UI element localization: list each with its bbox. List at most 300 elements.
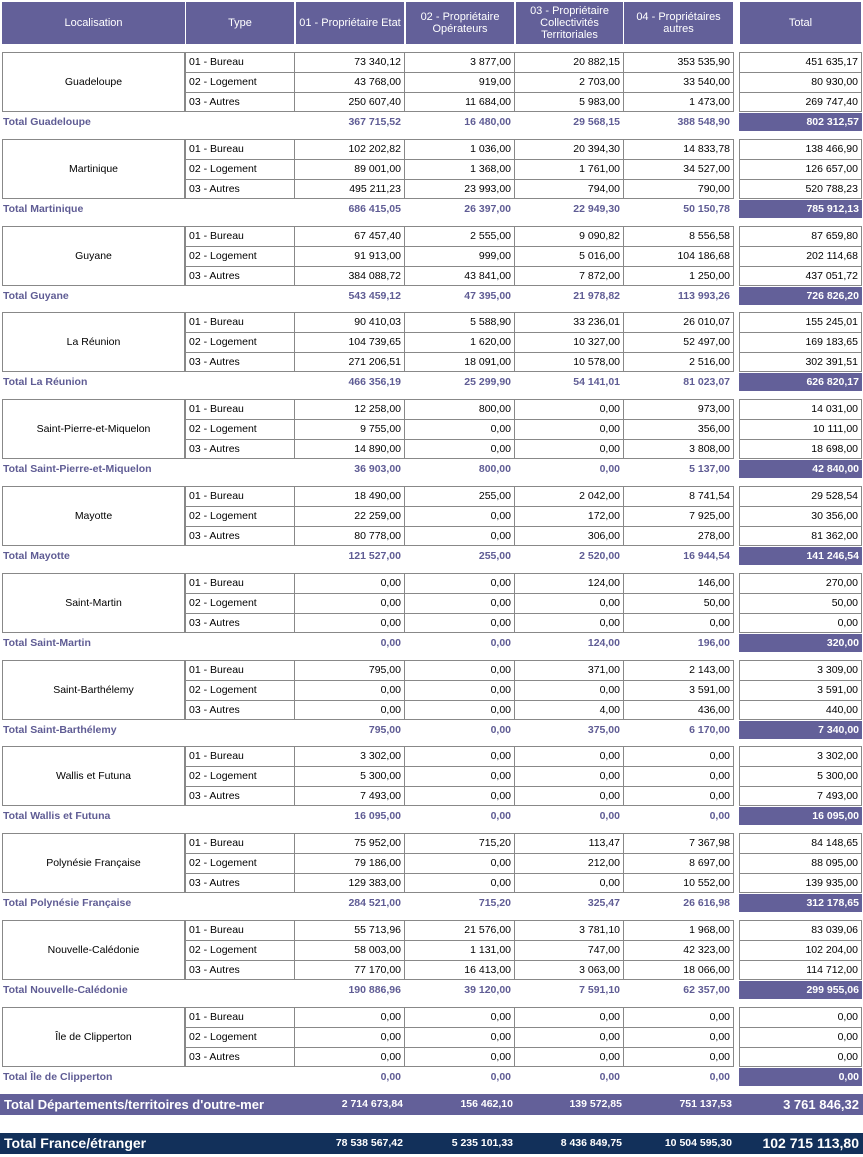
table-row [0, 52, 863, 72]
cell-value: 3 808,00 [624, 439, 734, 459]
region-total-value: 54 141,01 [573, 376, 620, 389]
cell-value: 0,00 [624, 1047, 734, 1067]
region-total-value: 47 395,00 [464, 289, 511, 302]
row-type: 03 - Autres [185, 700, 295, 720]
header-localisation: Localisation [2, 2, 185, 44]
row-total: 80 930,00 [739, 72, 862, 92]
cell-value: 795,00 [295, 660, 405, 680]
cell-value: 21 576,00 [405, 920, 515, 940]
region-total-value: 0,00 [490, 810, 511, 823]
region-total-row [0, 1068, 863, 1086]
cell-value: 9 755,00 [295, 419, 405, 439]
cell-value: 129 383,00 [295, 873, 405, 893]
total-france-label: Total France/étranger [4, 1135, 147, 1151]
cell-value: 43 768,00 [295, 72, 405, 92]
row-total: 0,00 [739, 1007, 862, 1027]
cell-value: 11 684,00 [405, 92, 515, 112]
table-row [0, 159, 863, 179]
table-row [0, 92, 863, 112]
cell-value: 436,00 [624, 700, 734, 720]
row-type: 03 - Autres [185, 960, 295, 980]
cell-value: 26 010,07 [624, 312, 734, 332]
region-total-value: 325,47 [587, 897, 620, 910]
total-france-value: 8 436 849,75 [560, 1137, 622, 1149]
cell-value: 8 697,00 [624, 853, 734, 873]
region-name: La Réunion [2, 312, 185, 372]
row-type: 02 - Logement [185, 332, 295, 352]
row-type: 03 - Autres [185, 179, 295, 199]
row-type: 01 - Bureau [185, 746, 295, 766]
row-total: 114 712,00 [739, 960, 862, 980]
row-total: 126 657,00 [739, 159, 862, 179]
cell-value: 2 143,00 [624, 660, 734, 680]
row-total: 18 698,00 [739, 439, 862, 459]
region-name: Saint-Barthélemy [2, 660, 185, 720]
table-row [0, 660, 863, 680]
region-block [0, 746, 863, 826]
region-grand-total: 42 840,00 [739, 460, 862, 478]
cell-value: 353 535,90 [624, 52, 734, 72]
cell-value: 0,00 [295, 680, 405, 700]
cell-value: 104 186,68 [624, 246, 734, 266]
cell-value: 0,00 [515, 613, 624, 633]
table-row [0, 139, 863, 159]
row-type: 01 - Bureau [185, 920, 295, 940]
cell-value: 50,00 [624, 593, 734, 613]
row-total: 10 111,00 [739, 419, 862, 439]
cell-value: 8 556,58 [624, 226, 734, 246]
region-block [0, 486, 863, 566]
cell-value: 0,00 [515, 399, 624, 419]
cell-value: 371,00 [515, 660, 624, 680]
cell-value: 0,00 [295, 573, 405, 593]
cell-value: 18 066,00 [624, 960, 734, 980]
row-total: 84 148,65 [739, 833, 862, 853]
table-row [0, 920, 863, 940]
cell-value: 1 368,00 [405, 159, 515, 179]
table-row [0, 486, 863, 506]
cell-value: 278,00 [624, 526, 734, 546]
region-total-label: Total Saint-Martin [3, 636, 91, 649]
row-type: 03 - Autres [185, 266, 295, 286]
region-total-value: 7 591,10 [579, 984, 620, 996]
region-total-value: 0,00 [380, 636, 401, 649]
region-total-value: 0,00 [599, 463, 620, 476]
cell-value: 18 490,00 [295, 486, 405, 506]
cell-value: 18 091,00 [405, 352, 515, 372]
row-total: 269 747,40 [739, 92, 862, 112]
cell-value: 5 300,00 [295, 766, 405, 786]
cell-value: 0,00 [515, 746, 624, 766]
region-name: Saint-Martin [2, 573, 185, 633]
row-total: 0,00 [739, 613, 862, 633]
region-total-value: 113 993,26 [678, 289, 730, 302]
row-type: 01 - Bureau [185, 833, 295, 853]
region-total-value: 29 568,15 [573, 116, 620, 128]
region-total-row [0, 547, 863, 565]
region-total-value: 2 520,00 [579, 550, 620, 562]
row-total: 7 493,00 [739, 786, 862, 806]
region-total-value: 62 357,00 [683, 984, 730, 996]
table-row [0, 72, 863, 92]
region-total-value: 0,00 [490, 636, 511, 649]
row-type: 02 - Logement [185, 593, 295, 613]
cell-value: 715,20 [405, 833, 515, 853]
region-name: Polynésie Française [2, 833, 185, 893]
row-total: 0,00 [739, 1047, 862, 1067]
region-total-value: 121 527,00 [348, 550, 401, 562]
cell-value: 0,00 [405, 786, 515, 806]
table-row [0, 746, 863, 766]
region-total-value: 466 356,19 [348, 376, 401, 389]
table-row [0, 766, 863, 786]
table-row [0, 833, 863, 853]
cell-value: 124,00 [515, 573, 624, 593]
total-france-value: 78 538 567,42 [335, 1137, 403, 1149]
cell-value: 77 170,00 [295, 960, 405, 980]
region-total-row [0, 287, 863, 305]
cell-value: 0,00 [295, 593, 405, 613]
region-name: Guyane [2, 226, 185, 286]
cell-value: 79 186,00 [295, 853, 405, 873]
cell-value: 33 236,01 [515, 312, 624, 332]
row-type: 01 - Bureau [185, 312, 295, 332]
cell-value: 1 620,00 [405, 332, 515, 352]
row-total: 155 245,01 [739, 312, 862, 332]
row-total: 3 309,00 [739, 660, 862, 680]
row-type: 01 - Bureau [185, 660, 295, 680]
row-total: 169 183,65 [739, 332, 862, 352]
region-grand-total: 726 826,20 [739, 287, 862, 305]
region-grand-total: 299 955,06 [739, 981, 862, 999]
cell-value: 999,00 [405, 246, 515, 266]
cell-value: 12 258,00 [295, 399, 405, 419]
cell-value: 250 607,40 [295, 92, 405, 112]
cell-value: 306,00 [515, 526, 624, 546]
region-total-row [0, 894, 863, 912]
cell-value: 113,47 [515, 833, 624, 853]
row-type: 02 - Logement [185, 246, 295, 266]
cell-value: 0,00 [405, 766, 515, 786]
region-total-value: 6 170,00 [689, 723, 730, 736]
region-total-value: 388 548,90 [677, 116, 730, 128]
region-total-value: 800,00 [478, 463, 511, 476]
row-total: 440,00 [739, 700, 862, 720]
cell-value: 0,00 [405, 1047, 515, 1067]
row-type: 02 - Logement [185, 1027, 295, 1047]
cell-value: 0,00 [515, 1007, 624, 1027]
region-name: Martinique [2, 139, 185, 199]
cell-value: 794,00 [515, 179, 624, 199]
row-type: 02 - Logement [185, 766, 295, 786]
row-type: 02 - Logement [185, 419, 295, 439]
region-block [0, 920, 863, 1000]
row-total: 302 391,51 [739, 352, 862, 372]
row-type: 01 - Bureau [185, 1007, 295, 1027]
header-proprietaire-collectivites: 03 - Propriétaire Collectivités Territoriales [516, 2, 623, 44]
row-total: 3 591,00 [739, 680, 862, 700]
cell-value: 2 516,00 [624, 352, 734, 372]
region-grand-total: 785 912,13 [739, 200, 862, 218]
cell-value: 973,00 [624, 399, 734, 419]
region-total-value: 367 715,52 [348, 116, 401, 128]
row-type: 03 - Autres [185, 92, 295, 112]
cell-value: 80 778,00 [295, 526, 405, 546]
region-total-value: 0,00 [709, 1070, 730, 1083]
region-total-value: 39 120,00 [464, 984, 511, 996]
cell-value: 0,00 [405, 1027, 515, 1047]
row-type: 01 - Bureau [185, 52, 295, 72]
cell-value: 384 088,72 [295, 266, 405, 286]
row-total: 520 788,23 [739, 179, 862, 199]
cell-value: 0,00 [405, 873, 515, 893]
row-total: 3 302,00 [739, 746, 862, 766]
cell-value: 0,00 [405, 506, 515, 526]
region-total-label: Total Guadeloupe [3, 116, 91, 128]
header-proprietaire-operateurs: 02 - Propriétaire Opérateurs [406, 2, 514, 44]
region-total-value: 81 023,07 [683, 376, 730, 389]
cell-value: 14 833,78 [624, 139, 734, 159]
region-name: Mayotte [2, 486, 185, 546]
cell-value: 10 552,00 [624, 873, 734, 893]
cell-value: 104 739,65 [295, 332, 405, 352]
row-total: 83 039,06 [739, 920, 862, 940]
region-total-value: 375,00 [587, 723, 620, 736]
region-grand-total: 0,00 [739, 1068, 862, 1086]
table-row [0, 399, 863, 419]
cell-value: 0,00 [624, 1027, 734, 1047]
cell-value: 919,00 [405, 72, 515, 92]
cell-value: 800,00 [405, 399, 515, 419]
cell-value: 7 367,98 [624, 833, 734, 853]
row-type: 03 - Autres [185, 1047, 295, 1067]
region-block [0, 573, 863, 653]
row-total: 451 635,17 [739, 52, 862, 72]
cell-value: 1 968,00 [624, 920, 734, 940]
region-total-value: 50 150,78 [683, 202, 730, 215]
region-block [0, 52, 863, 132]
region-total-value: 0,00 [709, 810, 730, 823]
total-dom-grand: 3 761 846,32 [783, 1097, 859, 1112]
region-name: Saint-Pierre-et-Miquelon [2, 399, 185, 459]
total-dom-row [0, 1094, 863, 1115]
region-total-value: 0,00 [599, 1070, 620, 1083]
cell-value: 5 588,90 [405, 312, 515, 332]
cell-value: 23 993,00 [405, 179, 515, 199]
table-row [0, 940, 863, 960]
row-total: 102 204,00 [739, 940, 862, 960]
region-grand-total: 141 246,54 [739, 547, 862, 565]
region-total-value: 16 095,00 [354, 810, 401, 823]
region-total-label: Total Saint-Pierre-et-Miquelon [3, 463, 152, 476]
header-proprietaire-etat: 01 - Propriétaire Etat [296, 2, 404, 44]
row-total: 139 935,00 [739, 873, 862, 893]
row-total: 5 300,00 [739, 766, 862, 786]
cell-value: 271 206,51 [295, 352, 405, 372]
row-type: 01 - Bureau [185, 226, 295, 246]
cell-value: 2 555,00 [405, 226, 515, 246]
row-type: 03 - Autres [185, 526, 295, 546]
cell-value: 90 410,03 [295, 312, 405, 332]
cell-value: 20 882,15 [515, 52, 624, 72]
cell-value: 0,00 [515, 419, 624, 439]
cell-value: 9 090,82 [515, 226, 624, 246]
cell-value: 146,00 [624, 573, 734, 593]
region-total-value: 25 299,90 [464, 376, 511, 389]
region-total-value: 0,00 [599, 810, 620, 823]
row-type: 03 - Autres [185, 873, 295, 893]
total-france-value: 5 235 101,33 [451, 1137, 513, 1149]
total-dom-value: 751 137,53 [679, 1098, 732, 1110]
row-total: 202 114,68 [739, 246, 862, 266]
cell-value: 0,00 [295, 1027, 405, 1047]
region-block [0, 399, 863, 479]
cell-value: 5 983,00 [515, 92, 624, 112]
total-dom-value: 2 714 673,84 [341, 1098, 403, 1110]
cell-value: 3 591,00 [624, 680, 734, 700]
total-dom-value: 156 462,10 [460, 1098, 513, 1110]
region-total-label: Total Nouvelle-Calédonie [3, 984, 128, 996]
region-total-value: 26 616,98 [683, 897, 730, 910]
cell-value: 43 841,00 [405, 266, 515, 286]
table-row [0, 593, 863, 613]
region-name: Île de Clipperton [2, 1007, 185, 1067]
cell-value: 0,00 [295, 613, 405, 633]
total-france-value: 10 504 595,30 [664, 1137, 732, 1149]
table-row [0, 573, 863, 593]
cell-value: 0,00 [515, 439, 624, 459]
cell-value: 172,00 [515, 506, 624, 526]
region-grand-total: 312 178,65 [739, 894, 862, 912]
region-grand-total: 320,00 [739, 634, 862, 652]
cell-value: 75 952,00 [295, 833, 405, 853]
region-total-value: 543 459,12 [348, 289, 401, 302]
cell-value: 0,00 [295, 700, 405, 720]
cell-value: 16 413,00 [405, 960, 515, 980]
region-total-row [0, 200, 863, 218]
region-block [0, 833, 863, 913]
table-row [0, 853, 863, 873]
region-total-value: 26 397,00 [464, 202, 511, 215]
region-name: Nouvelle-Calédonie [2, 920, 185, 980]
row-type: 01 - Bureau [185, 139, 295, 159]
cell-value: 58 003,00 [295, 940, 405, 960]
cell-value: 3 877,00 [405, 52, 515, 72]
region-total-row [0, 807, 863, 825]
cell-value: 0,00 [405, 700, 515, 720]
table-row [0, 1007, 863, 1027]
row-total: 87 659,80 [739, 226, 862, 246]
cell-value: 20 394,30 [515, 139, 624, 159]
row-type: 02 - Logement [185, 853, 295, 873]
cell-value: 7 493,00 [295, 786, 405, 806]
region-grand-total: 16 095,00 [739, 807, 862, 825]
region-total-value: 22 949,30 [573, 202, 620, 215]
cell-value: 5 016,00 [515, 246, 624, 266]
cell-value: 22 259,00 [295, 506, 405, 526]
table-row [0, 613, 863, 633]
region-name: Guadeloupe [2, 52, 185, 112]
region-total-label: Total Mayotte [3, 550, 70, 562]
cell-value: 3 063,00 [515, 960, 624, 980]
total-dom-label: Total Départements/territoires d'outre-mer [4, 1097, 265, 1112]
cell-value: 3 302,00 [295, 746, 405, 766]
cell-value: 356,00 [624, 419, 734, 439]
cell-value: 8 741,54 [624, 486, 734, 506]
cell-value: 14 890,00 [295, 439, 405, 459]
region-total-value: 0,00 [490, 1070, 511, 1083]
row-total: 88 095,00 [739, 853, 862, 873]
row-type: 02 - Logement [185, 680, 295, 700]
cell-value: 790,00 [624, 179, 734, 199]
cell-value: 0,00 [515, 873, 624, 893]
cell-value: 212,00 [515, 853, 624, 873]
region-total-row [0, 373, 863, 391]
table-row [0, 439, 863, 459]
region-grand-total: 626 820,17 [739, 373, 862, 391]
cell-value: 67 457,40 [295, 226, 405, 246]
cell-value: 2 042,00 [515, 486, 624, 506]
cell-value: 0,00 [624, 613, 734, 633]
table-row [0, 312, 863, 332]
cell-value: 0,00 [405, 593, 515, 613]
region-total-row [0, 460, 863, 478]
cell-value: 102 202,82 [295, 139, 405, 159]
row-type: 02 - Logement [185, 72, 295, 92]
table-row [0, 419, 863, 439]
cell-value: 0,00 [624, 786, 734, 806]
header-type: Type [186, 2, 294, 44]
table-row [0, 332, 863, 352]
region-total-label: Total Guyane [3, 289, 69, 302]
row-total: 14 031,00 [739, 399, 862, 419]
cell-value: 0,00 [405, 439, 515, 459]
region-total-value: 795,00 [368, 723, 401, 736]
cell-value: 0,00 [405, 660, 515, 680]
row-total: 29 528,54 [739, 486, 862, 506]
cell-value: 10 578,00 [515, 352, 624, 372]
row-type: 03 - Autres [185, 352, 295, 372]
cell-value: 34 527,00 [624, 159, 734, 179]
cell-value: 52 497,00 [624, 332, 734, 352]
region-total-value: 0,00 [380, 1070, 401, 1083]
cell-value: 0,00 [405, 680, 515, 700]
cell-value: 0,00 [405, 746, 515, 766]
cell-value: 1 250,00 [624, 266, 734, 286]
cell-value: 42 323,00 [624, 940, 734, 960]
cell-value: 0,00 [295, 1047, 405, 1067]
cell-value: 0,00 [405, 526, 515, 546]
cell-value: 7 872,00 [515, 266, 624, 286]
region-total-value: 686 415,05 [348, 202, 401, 215]
region-grand-total: 802 312,57 [739, 113, 862, 131]
table-row [0, 700, 863, 720]
cell-value: 0,00 [515, 766, 624, 786]
cell-value: 10 327,00 [515, 332, 624, 352]
table-row [0, 352, 863, 372]
table-row [0, 506, 863, 526]
region-total-value: 36 903,00 [354, 463, 401, 476]
region-total-label: Total Martinique [3, 202, 84, 215]
table-row [0, 1027, 863, 1047]
region-total-value: 196,00 [697, 636, 730, 649]
cell-value: 0,00 [405, 573, 515, 593]
cell-value: 1 473,00 [624, 92, 734, 112]
region-total-label: Total La Réunion [3, 376, 88, 389]
cell-value: 89 001,00 [295, 159, 405, 179]
region-grand-total: 7 340,00 [739, 721, 862, 739]
region-block [0, 1007, 863, 1087]
